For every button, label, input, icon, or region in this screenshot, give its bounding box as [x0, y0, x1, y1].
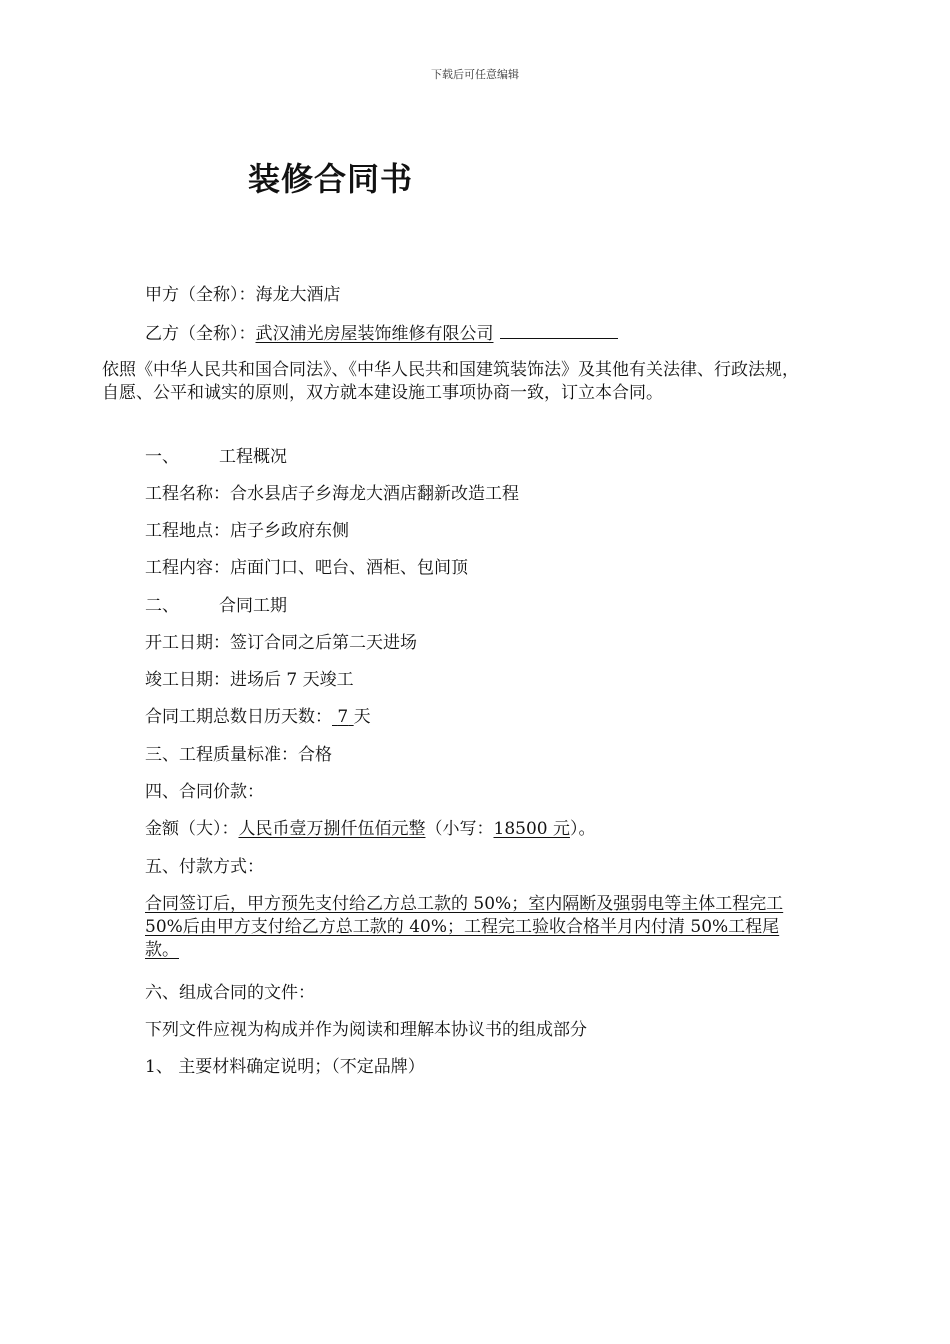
intro-paragraph: 依照《中华人民共和国合同法》、《中华人民共和国建筑装饰法》及其他有关法律、行政法规，自愿、公平和诚实的原则，双方就本建设施工事项协商一致，订立本合同。 — [102, 360, 799, 403]
amount-upper: 人民币壹万捌仟伍佰元整 — [238, 819, 426, 839]
header-note: 下载后可任意编辑 — [431, 68, 519, 81]
completion-date: 竣工日期：进场后 7 天竣工 — [145, 670, 354, 690]
party-b-label: 乙方（全称）： — [145, 324, 256, 344]
total-days-line — [145, 705, 371, 729]
party-a-line — [145, 283, 341, 307]
section-1-title: 工程概况 — [219, 447, 287, 467]
party-a-value: 海龙大酒店 — [255, 285, 341, 305]
amount-label: 金额（大）： — [145, 819, 239, 839]
document-title: 装修合同书 — [248, 160, 414, 198]
party-b-value: 武汉浦光房屋装饰维修有限公司 — [255, 324, 494, 344]
total-days-label: 合同工期总数日历天数： — [145, 707, 332, 727]
amount-line — [145, 817, 595, 841]
project-name: 工程名称：合水县店子乡海龙大酒店翻新改造工程 — [145, 484, 519, 504]
section-6-item-1: 1、 主要材料确定说明；（不定品牌） — [145, 1057, 425, 1077]
section-1-number: 一、 — [145, 447, 179, 467]
section-2-title: 合同工期 — [219, 596, 287, 616]
party-a-label: 甲方（全称）： — [145, 285, 256, 305]
party-b-fill-line — [500, 320, 618, 339]
section-3-quality: 三、工程质量标准：合格 — [145, 745, 332, 765]
section-6-description: 下列文件应视为构成并作为阅读和理解本协议书的组成部分 — [145, 1020, 587, 1040]
project-location: 工程地点：店子乡政府东侧 — [145, 521, 349, 541]
total-days-unit: 天 — [353, 707, 371, 727]
section-6-heading: 六、组成合同的文件： — [145, 983, 315, 1003]
section-2-heading — [145, 594, 287, 618]
party-b-line — [145, 320, 618, 346]
start-date: 开工日期：签订合同之后第二天进场 — [145, 633, 417, 653]
payment-terms: 合同签订后，甲方预先支付给乙方总工款的 50%；室内隔断及强弱电等主体工程完工 50%后由甲方支付给乙方总工款的 40%；工程完工验收合格半月内付清 50%工程尾款。 — [145, 894, 784, 960]
project-content: 工程内容：店面门口、吧台、酒柜、包间顶 — [145, 558, 468, 578]
amount-small-label: （小写： — [425, 819, 494, 839]
section-5-heading: 五、付款方式： — [145, 857, 264, 877]
total-days-value: 7 — [337, 707, 349, 727]
section-4-heading: 四、合同价款： — [145, 782, 264, 802]
section-1-heading — [145, 445, 287, 469]
section-2-number: 二、 — [145, 596, 179, 616]
amount-small: 18500 元 — [493, 819, 570, 839]
amount-close: ）。 — [569, 819, 596, 839]
